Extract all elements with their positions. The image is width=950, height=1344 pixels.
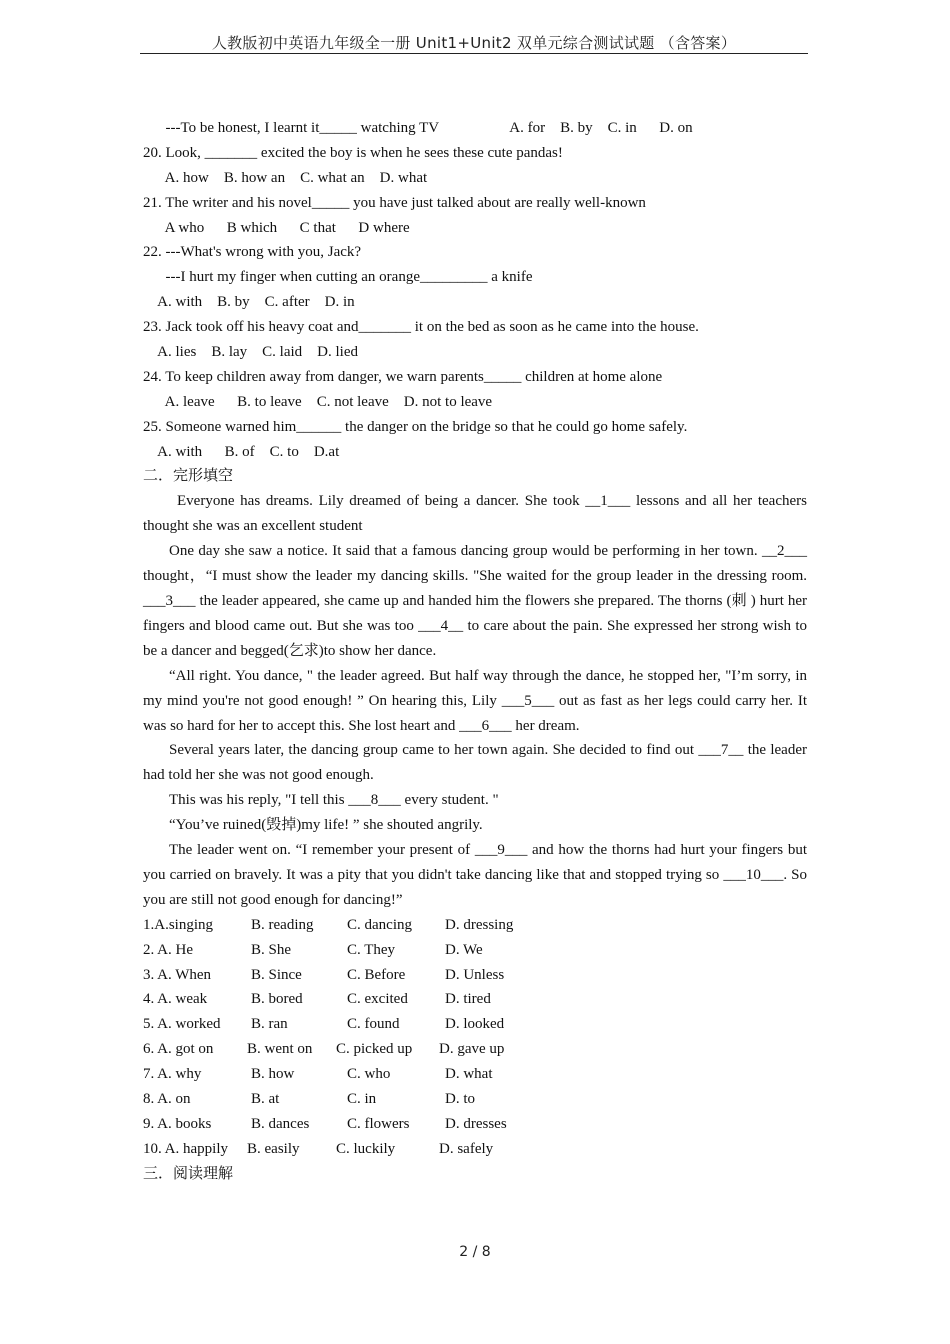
option-choice: B. went on: [247, 1041, 313, 1058]
option-choice: C. picked up: [336, 1041, 413, 1058]
option-row: [143, 1137, 807, 1162]
option-choice: C. Before: [347, 966, 406, 983]
multiple-choice-questions: [143, 116, 807, 464]
option-choice: B. reading: [251, 916, 314, 933]
section-2-heading: 二．完形填空: [143, 468, 234, 485]
option-row: [143, 963, 807, 988]
question-option-line: A who B which C that D where: [143, 219, 410, 236]
option-choice: 10. A. happily: [143, 1140, 228, 1157]
passage-paragraph: The leader went on. “I remember your present of ___9___ and how the thorns had hurt your fingers but you carried on bravely. It was a pity that you didn't take dancing like that and stopped trying so ___10___. So you are still not good enough for dancing!”: [143, 842, 807, 908]
passage-paragraph: This was his reply, "I tell this ___8___ every student. ": [169, 792, 499, 809]
option-choice: C. They: [347, 941, 396, 958]
option-row: [143, 987, 807, 1012]
option-choice: 7. A. why: [143, 1066, 202, 1083]
page-header: 人教版初中英语九年级全一册 Unit1+Unit2 双单元综合测试试题 （含答案）: [211, 34, 737, 52]
option-row: [143, 913, 807, 938]
option-choice: 1.A.singing: [143, 916, 214, 933]
option-choice: B. Since: [251, 966, 302, 983]
passage-paragraph: Everyone has dreams. Lily dreamed of being a dancer. She took __1___ lessons and all her teachers thought she was an excellent student: [143, 493, 807, 535]
option-row: [143, 1037, 807, 1062]
option-row: [143, 1112, 807, 1137]
option-choice: C. flowers: [347, 1115, 410, 1132]
passage-paragraph: “All right. You dance, " the leader agreed. But half way through the dance, he stopped her, "I’m sorry, in my mind you're not good enough! ” On hearing this, Lily ___5___ out as fast as her legs could carry her. It was so hard for her to accept this. She lost heart and ___6___ her dream.: [143, 667, 807, 734]
option-choice: 6. A. got on: [143, 1041, 214, 1058]
question-line: 25. Someone warned him______ the danger on the bridge so that he could go home safely.: [143, 418, 688, 435]
option-choice: C. in: [347, 1091, 377, 1107]
option-row: [143, 1087, 807, 1112]
question-option-line: A. with B. of C. to D.at: [143, 443, 340, 460]
page-number: 2 / 8: [459, 1244, 491, 1260]
option-choice: B. how: [251, 1066, 295, 1083]
option-choice: B. at: [251, 1091, 280, 1107]
option-choice: B. bored: [251, 991, 303, 1008]
option-choice: 8. A. on: [143, 1091, 191, 1107]
option-row: [143, 1012, 807, 1037]
cloze-passage: [143, 489, 807, 912]
passage-paragraph: One day she saw a notice. It said that a famous dancing group would be performing in her town. __2___ thought，“I must show the leader my dancing skills. "She waited for the group leader in the dressing room. ___3___ the leader appeared, she came up and handed him the flowers she prepared. The thorns (刺 ) hurt her fingers and blood came out. But she was too ___4__ to care about the pain. She expressed her strong wish to be a dancer and begged(乞求)to show her dance.: [143, 543, 807, 659]
option-choice: D. what: [445, 1066, 493, 1083]
option-choice: D. safely: [439, 1140, 494, 1157]
option-choice: C. excited: [347, 991, 408, 1008]
option-row: [143, 1062, 807, 1087]
option-choice: 4. A. weak: [143, 991, 208, 1008]
question-line: 21. The writer and his novel_____ you have just talked about are really well-known: [143, 194, 646, 211]
question-line: 20. Look, _______ excited the boy is when he sees these cute pandas!: [143, 144, 563, 161]
option-choice: C. luckily: [336, 1140, 396, 1157]
option-choice: C. who: [347, 1066, 391, 1083]
question-line: ---To be honest, I learnt it_____ watching TV A. for B. by C. in D. on: [143, 120, 693, 136]
option-choice: 9. A. books: [143, 1115, 212, 1132]
question-option-line: ---I hurt my finger when cutting an orange_________ a knife: [143, 269, 533, 286]
option-choice: D. gave up: [439, 1041, 505, 1058]
option-choice: D. dressing: [445, 916, 514, 933]
option-choice: D. We: [445, 941, 483, 958]
option-row: [143, 938, 807, 963]
option-choice: B. dances: [251, 1115, 310, 1132]
option-choice: 3. A. When: [143, 966, 212, 983]
question-option-line: A. leave B. to leave C. not leave D. not to leave: [143, 393, 493, 410]
question-line: 24. To keep children away from danger, we warn parents_____ children at home alone: [143, 368, 663, 385]
header-rule: [140, 53, 808, 54]
passage-paragraph: “You’ve ruined(毁掉)my life! ” she shouted angrily.: [169, 817, 483, 834]
cloze-options: [143, 913, 807, 1162]
option-choice: D. to: [445, 1091, 475, 1107]
option-choice: 5. A. worked: [143, 1016, 221, 1033]
document-body: [143, 116, 807, 1187]
question-line: 22. ---What's wrong with you, Jack?: [143, 244, 362, 261]
option-choice: D. Unless: [445, 966, 505, 983]
question-option-line: A. with B. by C. after D. in: [143, 294, 355, 311]
option-choice: D. looked: [445, 1016, 505, 1033]
question-option-line: A. lies B. lay C. laid D. lied: [143, 344, 358, 361]
option-choice: D. dresses: [445, 1115, 507, 1132]
option-choice: C. dancing: [347, 916, 412, 933]
option-choice: B. easily: [247, 1140, 300, 1157]
option-choice: D. tired: [445, 991, 491, 1008]
option-choice: 2. A. He: [143, 941, 193, 958]
passage-paragraph: Several years later, the dancing group came to her town again. She decided to find out ___7__ the leader had told her she was not good enough.: [143, 742, 807, 784]
option-choice: C. found: [347, 1016, 400, 1033]
option-choice: B. She: [251, 941, 292, 958]
question-line: 23. Jack took off his heavy coat and_______ it on the bed as soon as he came into the house.: [143, 319, 699, 336]
option-choice: B. ran: [251, 1016, 288, 1033]
question-option-line: A. how B. how an C. what an D. what: [143, 169, 428, 186]
section-3-heading: 三．阅读理解: [143, 1165, 234, 1182]
